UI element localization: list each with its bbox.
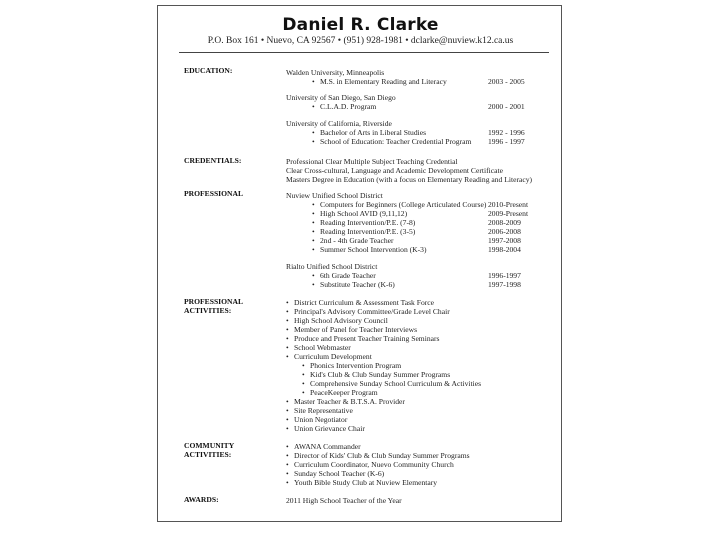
position-date: 2009-Present [488,209,529,218]
position-date: 1998-2004 [488,245,521,254]
award-item: 2011 High School Teacher of the Year [286,496,402,505]
position-date: 2010-Present [488,200,529,209]
community-item: • AWANA Commander [294,442,361,451]
contact-line: P.O. Box 161 • Nuevo, CA 92567 • (951) 928-1981 • dclarke@nuview.k12.ca.us [207,36,514,46]
degree-item: • C.L.A.D. Program [320,102,376,111]
position-item: • Computers for Beginners (College Articulated Course) [320,200,486,209]
position-date: 1997-1998 [488,280,521,289]
degree-date: 1992 - 1996 [488,128,525,137]
activity-item: • Curriculum Development [294,352,372,361]
section-label-community-activities: COMMUNITY [184,441,235,450]
credential-line: Masters Degree in Education (with a focus on Elementary Reading and Literacy) [286,175,533,184]
section-label-education: EDUCATION: [184,66,233,75]
activity-item: • School Webmaster [294,343,351,352]
school-ucr: University of California, Riverside [286,119,392,128]
activity-item: • District Curriculum & Assessment Task Force [294,298,434,307]
position-item: • Substitute Teacher (K-6) [320,280,395,289]
position-date: 1997-2008 [488,236,521,245]
position-item: • Summer School Intervention (K-3) [320,245,427,254]
community-item: • Director of Kids' Club & Club Sunday Summer Programs [294,451,470,460]
school-usd: University of San Diego, San Diego [286,93,396,102]
community-item: • Youth Bible Study Club at Nuview Elementary [294,478,437,487]
activity-subitem: • Comprehensive Sunday School Curriculum & Activities [310,379,481,388]
community-item: • Sunday School Teacher (K-6) [294,469,384,478]
school-walden: Walden University, Minneapolis [286,68,385,77]
position-date: 2008-2009 [488,218,521,227]
degree-item: • M.S. in Elementary Reading and Literacy [320,77,447,86]
activity-subitem: • Kid's Club & Club Sunday Summer Programs [310,370,450,379]
degree-date: 2003 - 2005 [488,77,525,86]
activity-subitem: • PeaceKeeper Program [310,388,378,397]
position-date: 2006-2008 [488,227,521,236]
position-item: • 6th Grade Teacher [320,271,376,280]
employer-rialto: Rialto Unified School District [286,262,378,271]
header-divider [179,52,549,53]
position-item: • Reading Intervention/P.E. (3-5) [320,227,415,236]
section-label-prof-activities-2: ACTIVITIES: [184,306,232,315]
position-item: • High School AVID (9,11,12) [320,209,407,218]
section-label-credentials: CREDENTIALS: [184,156,242,165]
resume-page [157,5,562,522]
activity-item: • Member of Panel for Teacher Interviews [294,325,417,334]
position-item: • 2nd - 4th Grade Teacher [320,236,394,245]
activity-subitem: • Phonics Intervention Program [310,361,401,370]
resume-name: Daniel R. Clarke [282,15,439,35]
degree-item: • School of Education: Teacher Credential Program [320,137,471,146]
community-item: • Curriculum Coordinator, Nuevo Community Church [294,460,454,469]
activity-item: • Site Representative [294,406,353,415]
section-label-professional: PROFESSIONAL [184,189,244,198]
activity-item: • Union Grievance Chair [294,424,365,433]
activity-item: • Master Teacher & B.T.S.A. Provider [294,397,405,406]
degree-date: 2000 - 2001 [488,102,525,111]
credential-line: Professional Clear Multiple Subject Teaching Credential [286,157,458,166]
credential-line: Clear Cross-cultural, Language and Academic Development Certificate [286,166,503,175]
degree-item: • Bachelor of Arts in Liberal Studies [320,128,426,137]
section-label-awards: AWARDS: [184,495,219,504]
section-label-community-activities-2: ACTIVITIES: [184,450,232,459]
activity-item: • Principal's Advisory Committee/Grade Level Chair [294,307,450,316]
activity-item: • High School Advisory Council [294,316,388,325]
activity-item: • Produce and Present Teacher Training Seminars [294,334,439,343]
employer-nuview: Nuview Unified School District [286,191,383,200]
section-label-prof-activities: PROFESSIONAL [184,297,244,306]
degree-date: 1996 - 1997 [488,137,525,146]
position-item: • Reading Intervention/P.E. (7-8) [320,218,415,227]
position-date: 1996-1997 [488,271,521,280]
activity-item: • Union Negotiator [294,415,347,424]
